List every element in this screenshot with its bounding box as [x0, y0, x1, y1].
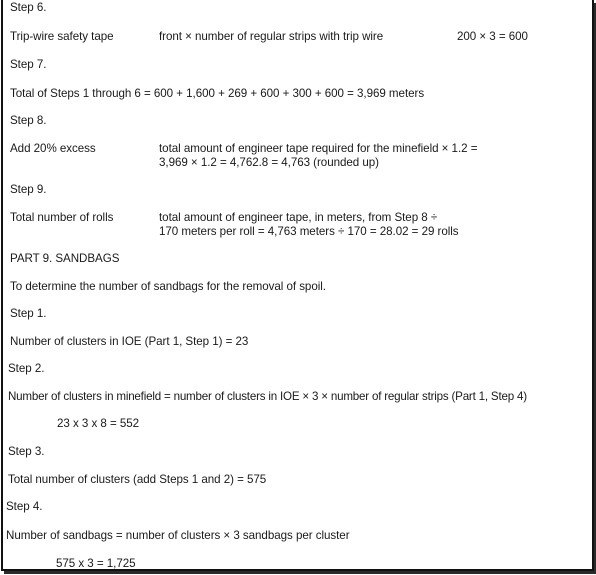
part9-step2-text: Number of clusters in minefield = number of clusters in IOE × 3 × number of regular strips (Part 1, Step 4): [8, 390, 527, 403]
step7-total: Total of Steps 1 through 6 = 600 + 1,600 + 269 + 600 + 300 + 600 = 3,969 meters: [10, 87, 425, 100]
step6-heading: Step 6.: [10, 1, 47, 14]
part9-step4-text: Number of sandbags = number of clusters × 3 sandbags per cluster: [6, 529, 350, 542]
step9-label: Total number of rolls: [10, 211, 114, 224]
part9-step4-calc: 575 x 3 = 1,725: [56, 557, 136, 570]
step6-label: Trip-wire safety tape: [10, 30, 114, 43]
step6-result: 200 × 3 = 600: [457, 30, 528, 43]
part9-step1-heading: Step 1.: [10, 307, 47, 320]
part9-heading: PART 9. SANDBAGS: [10, 252, 120, 265]
part9-step3-heading: Step 3.: [8, 445, 45, 458]
part9-step4-heading: Step 4.: [6, 500, 43, 513]
step6-formula: front × number of regular strips with trip wire: [159, 30, 384, 43]
step8-formula-line2: 3,969 × 1.2 = 4,762.8 = 4,763 (rounded up): [159, 156, 379, 169]
part9-step3-text: Total number of clusters (add Steps 1 and 2) = 575: [8, 473, 267, 486]
step7-heading: Step 7.: [10, 58, 47, 71]
part9-intro: To determine the number of sandbags for the removal of spoil.: [10, 280, 326, 293]
step8-heading: Step 8.: [10, 114, 47, 127]
part9-step1-text: Number of clusters in IOE (Part 1, Step 1) = 23: [10, 335, 249, 348]
part9-step2-heading: Step 2.: [8, 362, 45, 375]
step8-label: Add 20% excess: [10, 142, 96, 155]
step9-heading: Step 9.: [10, 183, 47, 196]
step9-formula-line1: total amount of engineer tape, in meters, from Step 8 ÷: [159, 211, 438, 224]
step9-formula-line2: 170 meters per roll = 4,763 meters ÷ 170 = 28.02 = 29 rolls: [159, 225, 459, 238]
part9-step2-calc: 23 x 3 x 8 = 552: [57, 417, 140, 430]
step8-formula-line1: total amount of engineer tape required for the minefield × 1.2 =: [159, 142, 478, 155]
